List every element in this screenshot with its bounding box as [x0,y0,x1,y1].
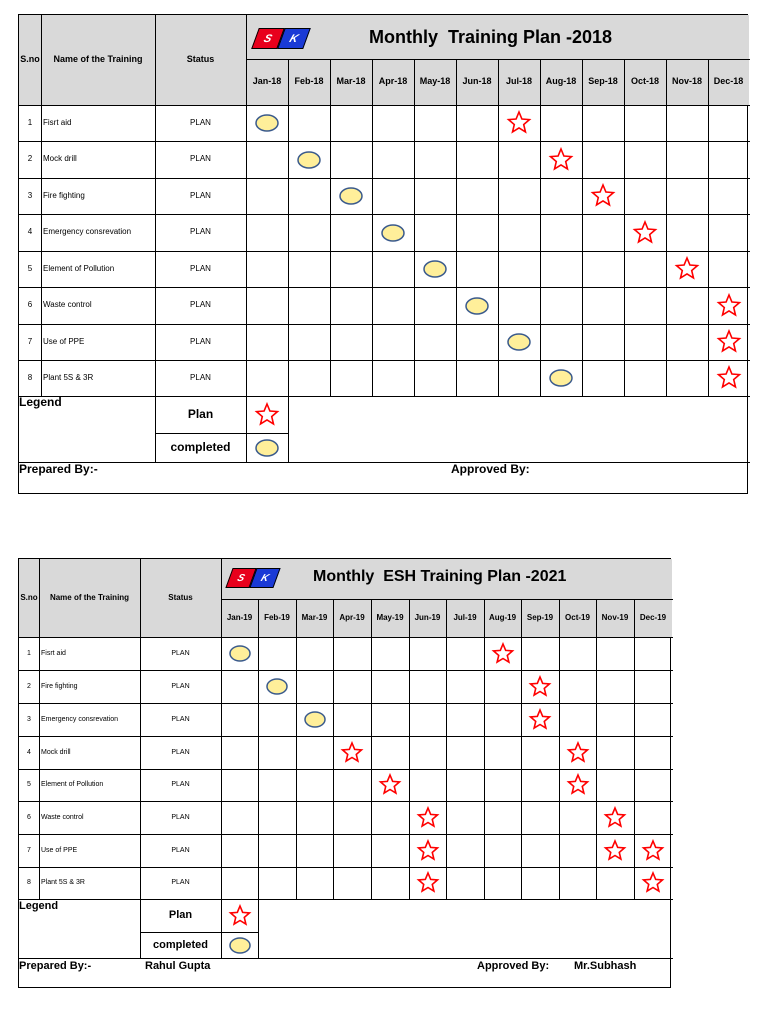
completed-marker [506,332,532,352]
legend-completed-marker [254,438,280,458]
plan-star-icon [528,675,552,699]
row-training-name: Element of Pollution [43,263,115,273]
row-status: PLAN [171,781,190,789]
row-training-name: Fisrt aid [41,649,66,657]
approved-by-name: Mr.Subhash [574,959,637,972]
plan-star-icon [416,806,440,830]
row-sno: 1 [27,649,31,657]
legend-label: Legend [19,899,59,912]
name-header: Name of the Training [53,54,143,65]
plan-star-icon [632,220,658,246]
row-sno: 4 [27,748,31,756]
month-header: Jan-19 [226,612,253,622]
logo-k: K [249,568,280,588]
plan-star-icon [548,147,574,173]
logo-s: S [251,28,285,49]
legend-completed-marker [228,936,252,955]
month-header: May-19 [376,612,404,622]
grid-line [498,59,499,397]
plan-star-icon [416,871,440,895]
month-header: Oct-18 [630,76,659,87]
grid-line [371,599,372,900]
legend-plan-star-icon [254,402,280,428]
month-header: Apr-19 [339,612,365,622]
grid-line [288,59,289,397]
plan-star-icon [566,741,590,765]
month-header: Nov-19 [601,612,629,622]
plan-title: Monthly Training Plan -2018 [369,27,613,47]
row-status: PLAN [171,813,190,821]
row-training-name: Element of Pollution [41,781,104,789]
legend-plan-star-icon [228,904,252,928]
grid-line [414,59,415,397]
grid-line [708,59,709,397]
row-status: PLAN [190,190,211,200]
grid-line [540,59,541,397]
row-training-name: Use of PPE [41,846,78,854]
completed-marker [265,677,289,696]
approved-by-label: Approved By: [477,959,550,972]
row-sno: 6 [27,813,31,821]
grid-line [484,599,485,900]
row-sno: 5 [27,263,33,273]
row-sno: 7 [27,336,33,346]
row-status: PLAN [190,372,211,382]
row-training-name: Fire fighting [41,682,78,690]
month-header: May-18 [419,76,451,87]
legend-label: Legend [19,395,62,410]
completed-marker [380,223,406,243]
grid-line [333,599,334,900]
grid-line [666,59,667,397]
month-header: Feb-18 [294,76,324,87]
grid-line [221,899,222,959]
month-header: Jun-19 [414,612,441,622]
status-header: Status [168,592,193,602]
logo-k: K [277,28,311,49]
month-header: Apr-18 [378,76,408,87]
approved-by-name [579,463,669,477]
row-status: PLAN [190,117,211,127]
month-header: Dec-19 [639,612,667,622]
row-status: PLAN [190,263,211,273]
grid-line [559,599,560,900]
row-status: PLAN [171,649,190,657]
row-sno: 3 [27,715,31,723]
row-training-name: Plant 5S & 3R [43,372,94,382]
row-sno: 6 [27,300,33,310]
plan-star-icon [716,365,742,391]
grid-line [446,599,447,900]
legend-plan-label: Plan [168,909,193,922]
row-status: PLAN [171,748,190,756]
training-plan-2018 [18,14,748,494]
row-training-name: Fire fighting [43,190,85,200]
month-header: Jun-18 [462,76,492,87]
grid-line [582,59,583,397]
row-status: PLAN [171,715,190,723]
completed-marker [296,150,322,170]
row-sno: 3 [27,190,33,200]
month-header: Mar-19 [301,612,328,622]
grid-line [521,599,522,900]
completed-marker [422,259,448,279]
month-header: Sep-19 [526,612,554,622]
month-header: Dec-18 [713,76,744,87]
completed-marker [228,644,252,663]
plan-star-icon [590,183,616,209]
grid-line [19,396,750,397]
grid-line [596,599,597,900]
grid-line [246,396,247,463]
month-header: Aug-19 [488,612,517,622]
month-header: Aug-18 [545,76,577,87]
prepared-by-name [145,463,265,477]
grid-line [296,599,297,900]
plan-star-icon [506,110,532,136]
plan-star-icon [603,806,627,830]
plan-star-icon [716,293,742,319]
company-logo [255,28,307,49]
row-sno: 4 [27,227,33,237]
name-header: Name of the Training [49,592,130,602]
row-sno: 7 [27,846,31,854]
grid-line [624,59,625,397]
row-status: PLAN [190,227,211,237]
row-status: PLAN [190,336,211,346]
completed-marker [548,368,574,388]
month-header: Nov-18 [671,76,702,87]
row-training-name: Mock drill [43,154,77,164]
plan-title: Monthly ESH Training Plan -2021 [313,568,567,585]
row-sno: 2 [27,154,33,164]
grid-line [372,59,373,397]
row-status: PLAN [171,879,190,887]
plan-star-icon [641,839,665,863]
month-header: Jul-19 [453,612,477,622]
row-training-name: Emergency consrevation [41,715,119,723]
approved-by-label: Approved By: [451,462,530,477]
legend-completed-label: completed [152,938,208,951]
row-training-name: Waste control [41,813,84,821]
prepared-by-name: Rahul Gupta [145,959,211,972]
row-training-name: Emergency consrevation [43,227,132,237]
prepared-by-label: Prepared By:- [19,959,92,972]
completed-marker [464,296,490,316]
plan-star-icon [566,773,590,797]
plan-star-icon [491,642,515,666]
row-status: PLAN [171,846,190,854]
grid-line [258,899,259,959]
row-status: PLAN [190,300,211,310]
plan-star-icon [528,708,552,732]
plan-star-icon [416,839,440,863]
month-header: Sep-18 [588,76,618,87]
row-training-name: Plant 5S & 3R [41,879,85,887]
row-sno: 5 [27,781,31,789]
logo-s: S [225,568,256,588]
completed-marker [254,113,280,133]
row-sno: 1 [27,117,33,127]
status-header: Status [186,54,215,65]
row-sno: 2 [27,682,31,690]
grid-line [409,599,410,900]
row-training-name: Use of PPE [43,336,85,346]
grid-line [19,899,673,900]
plan-star-icon [378,773,402,797]
sno-header: S.no [20,54,40,65]
grid-line [330,59,331,397]
company-logo [229,568,277,588]
plan-star-icon [674,256,700,282]
month-header: Mar-18 [336,76,366,87]
grid-line [634,599,635,900]
grid-line [456,59,457,397]
legend-completed-label: completed [170,439,231,454]
row-status: PLAN [190,154,211,164]
month-header: Jan-18 [252,76,282,87]
row-status: PLAN [171,682,190,690]
grid-line [258,599,259,900]
completed-marker [338,186,364,206]
plan-star-icon [340,741,364,765]
row-sno: 8 [27,372,33,382]
month-header: Feb-19 [264,612,290,622]
row-training-name: Mock drill [41,748,71,756]
row-sno: 8 [27,879,31,887]
plan-star-icon [716,329,742,355]
sno-header: S.no [20,592,38,602]
legend-plan-label: Plan [187,406,214,421]
plan-star-icon [641,871,665,895]
completed-marker [303,710,327,729]
row-training-name: Fisrt aid [43,117,72,127]
prepared-by-label: Prepared By:- [19,462,98,477]
month-header: Jul-18 [505,76,532,87]
row-training-name: Waste control [43,300,92,310]
plan-star-icon [603,839,627,863]
grid-line [288,396,289,463]
month-header: Oct-19 [565,612,590,622]
training-plan-2021 [18,558,671,988]
